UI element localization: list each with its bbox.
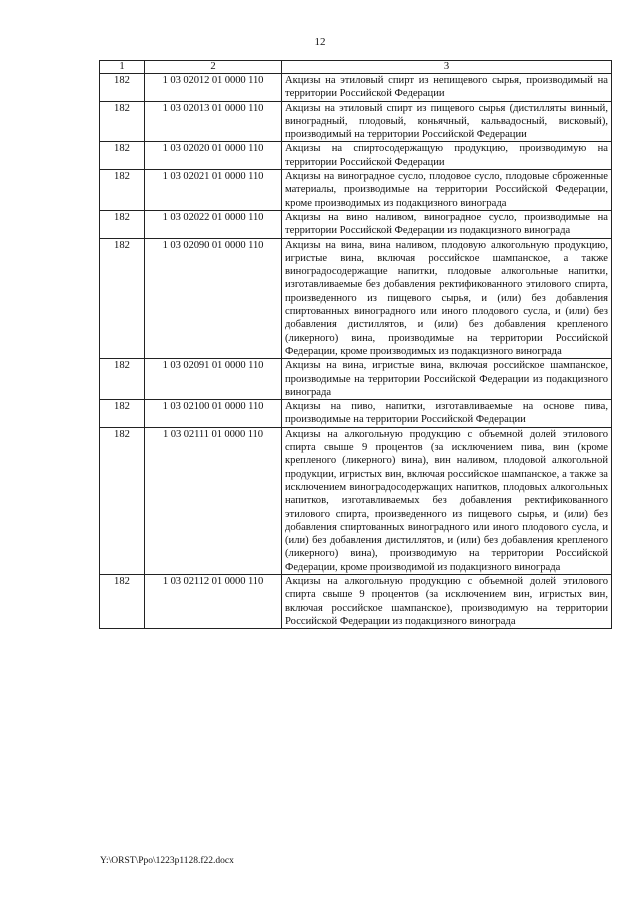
budget-code-cell: 1 03 02013 01 0000 110 bbox=[145, 101, 282, 142]
budget-code-cell: 1 03 02111 01 0000 110 bbox=[145, 427, 282, 574]
budget-code-cell: 1 03 02020 01 0000 110 bbox=[145, 142, 282, 170]
description-cell: Акцизы на виноградное сусло, плодовое сусло, плодовые сброженные материалы, производимые на территории Российской Федерации, кроме производимых из подакцизного винограда bbox=[282, 170, 612, 211]
admin-code-cell: 182 bbox=[100, 359, 145, 400]
budget-code-cell: 1 03 02112 01 0000 110 bbox=[145, 574, 282, 628]
description-cell: Акцизы на алкогольную продукцию с объемной долей этилового спирта свыше 9 процентов (за исключением пива, вин (кроме крепленого (ликерного) вина), вин наливом, плодовой алкогольной продукции, игристых вин, включая российское шампанское, а также за исключением виноградосодержащих напитков, плодовых алкогольных напитков, изготавливаемых без добавления ректификованного этилового спирта, произведенного из пищевого сырья, и (или) без добавления спиртованных виноградного или иного плодового сусла, и (или) без добавления дистиллятов, и (или) без добавления крепленого (ликерного) вина), производимую на территории Российской Федерации, кроме производимой из подакцизного винограда bbox=[282, 427, 612, 574]
admin-code-cell: 182 bbox=[100, 142, 145, 170]
description-cell: Акцизы на вина, вина наливом, плодовую алкогольную продукцию, игристые вина, включая российское шампанское, а также виноградосодержащие напитки, плодовые алкогольные напитки, изготавливаемые без добавления ректификованного этилового спирта, произведенного из пищевого сырья, и (или) без добавления спиртованных виноградного или иного плодового сусла, и (или) без добавления дистиллятов, и (или) без добавления крепленого (ликерного) вина, производимые на территории Российской Федерации, кроме производимых из подакцизного винограда bbox=[282, 238, 612, 359]
table-row bbox=[100, 170, 612, 211]
table-row bbox=[100, 400, 612, 428]
admin-code-cell: 182 bbox=[100, 74, 145, 102]
budget-code-cell: 1 03 02090 01 0000 110 bbox=[145, 238, 282, 359]
admin-code-cell: 182 bbox=[100, 101, 145, 142]
admin-code-cell: 182 bbox=[100, 574, 145, 628]
admin-code-cell: 182 bbox=[100, 210, 145, 238]
description-cell: Акцизы на этиловый спирт из пищевого сырья (дистилляты винный, виноградный, плодовый, коньячный, кальвадосный, висковый), производимый на территории Российской Федерации bbox=[282, 101, 612, 142]
table-row bbox=[100, 238, 612, 359]
admin-code-cell: 182 bbox=[100, 400, 145, 428]
table-header-row bbox=[100, 61, 612, 74]
description-cell: Акцизы на этиловый спирт из непищевого сырья, производимый на территории Российской Федерации bbox=[282, 74, 612, 102]
table-row bbox=[100, 142, 612, 170]
budget-code-cell: 1 03 02100 01 0000 110 bbox=[145, 400, 282, 428]
budget-code-cell: 1 03 02022 01 0000 110 bbox=[145, 210, 282, 238]
description-cell: Акцизы на вино наливом, виноградное сусло, производимые на территории Российской Федерации из подакцизного винограда bbox=[282, 210, 612, 238]
excise-table bbox=[99, 60, 612, 629]
page-number: 12 bbox=[314, 36, 326, 48]
admin-code-cell: 182 bbox=[100, 238, 145, 359]
table-row bbox=[100, 359, 612, 400]
header-col-3: 3 bbox=[282, 61, 612, 74]
table-row bbox=[100, 74, 612, 102]
budget-code-cell: 1 03 02021 01 0000 110 bbox=[145, 170, 282, 211]
file-path-footer: Y:\ORST\Ppo\1223p1128.f22.docx bbox=[100, 856, 234, 866]
description-cell: Акцизы на пиво, напитки, изготавливаемые на основе пива, производимые на территории Российской Федерации bbox=[282, 400, 612, 428]
table-row bbox=[100, 210, 612, 238]
header-col-2: 2 bbox=[145, 61, 282, 74]
table-row bbox=[100, 427, 612, 574]
header-col-1: 1 bbox=[100, 61, 145, 74]
admin-code-cell: 182 bbox=[100, 170, 145, 211]
description-cell: Акцизы на алкогольную продукцию с объемной долей этилового спирта свыше 9 процентов (за исключением вин, игристых вин, включая российское шампанское), производимую на территории Российской Федерации из подакцизного винограда bbox=[282, 574, 612, 628]
table-row bbox=[100, 101, 612, 142]
budget-code-cell: 1 03 02091 01 0000 110 bbox=[145, 359, 282, 400]
budget-code-cell: 1 03 02012 01 0000 110 bbox=[145, 74, 282, 102]
admin-code-cell: 182 bbox=[100, 427, 145, 574]
description-cell: Акцизы на вина, игристые вина, включая российское шампанское, производимые на территории Российской Федерации из подакцизного винограда bbox=[282, 359, 612, 400]
table-row bbox=[100, 574, 612, 628]
description-cell: Акцизы на спиртосодержащую продукцию, производимую на территории Российской Федерации bbox=[282, 142, 612, 170]
